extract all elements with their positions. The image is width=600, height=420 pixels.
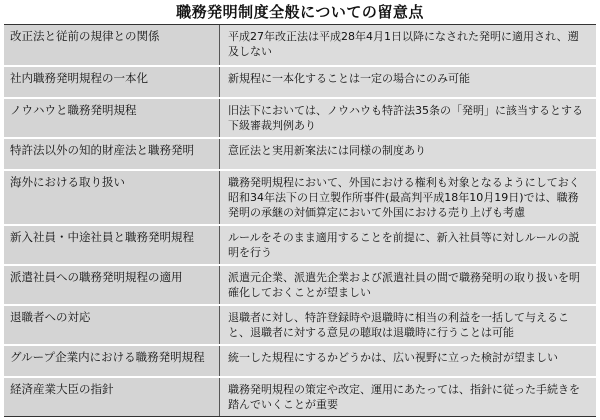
table-row [4,376,596,416]
topic-cell: 退職者への対応 [4,306,220,344]
topic-cell: 派遣社員への職務発明規程の適用 [4,266,220,304]
topic-cell: ノウハウと職務発明規程 [4,99,220,137]
note-cell: 派遣元企業、派遣先企業および派遣社員の間で職務発明の取り扱いを明確化しておくことが望ましい [220,266,596,304]
topic-cell: 特許法以外の知的財産法と職務発明 [4,139,220,169]
table-row [4,344,596,376]
topic-cell: 海外における取り扱い [4,171,220,224]
page-title: 職務発明制度全般についての留意点 [176,3,424,21]
note-cell: 新規程に一本化することは一定の場合にのみ可能 [220,67,596,97]
note-cell: 平成27年改正法は平成28年4月1日以降になされた発明に適用され、遡及しない [220,25,596,65]
table-row [4,65,596,97]
note-cell: 統一した規程にするかどうかは、広い視野に立った検討が望ましい [220,346,596,376]
topic-cell: 新入社員・中途社員と職務発明規程 [4,226,220,264]
topic-cell: 経済産業大臣の指針 [4,378,220,416]
topic-cell: グループ企業内における職務発明規程 [4,346,220,376]
notes-table [4,24,596,417]
table-row [4,97,596,137]
topic-cell: 改正法と従前の規律との関係 [4,25,220,65]
table-row [4,169,596,224]
table-row [4,137,596,169]
note-cell: 意匠法と実用新案法には同様の制度あり [220,139,596,169]
note-cell: 退職者に対し、特許登録時や退職時に相当の利益を一括して与えること、退職者に対する意見の聴取は退職時に行うことは可能 [220,306,596,344]
table-row [4,264,596,304]
note-cell: 職務発明規程において、外国における権利も対象となるようにしておく昭和34年法下の日立製作所事件(最高判平成18年10月19日)では、職務発明の承継の対価算定において外国における売り上げも考慮 [220,171,596,224]
note-cell: ルールをそのまま適用することを前提に、新入社員等に対しルールの説明を行う [220,226,596,264]
topic-cell: 社内職務発明規程の一本化 [4,67,220,97]
table-row [4,224,596,264]
note-cell: 旧法下においては、ノウハウも特許法35条の「発明」に該当するとする下級審裁判例あり [220,99,596,137]
table-row [4,304,596,344]
table-row [4,25,596,65]
note-cell: 職務発明規程の策定や改定、運用にあたっては、指針に従った手続きを踏んでいくことが重要 [220,378,596,416]
